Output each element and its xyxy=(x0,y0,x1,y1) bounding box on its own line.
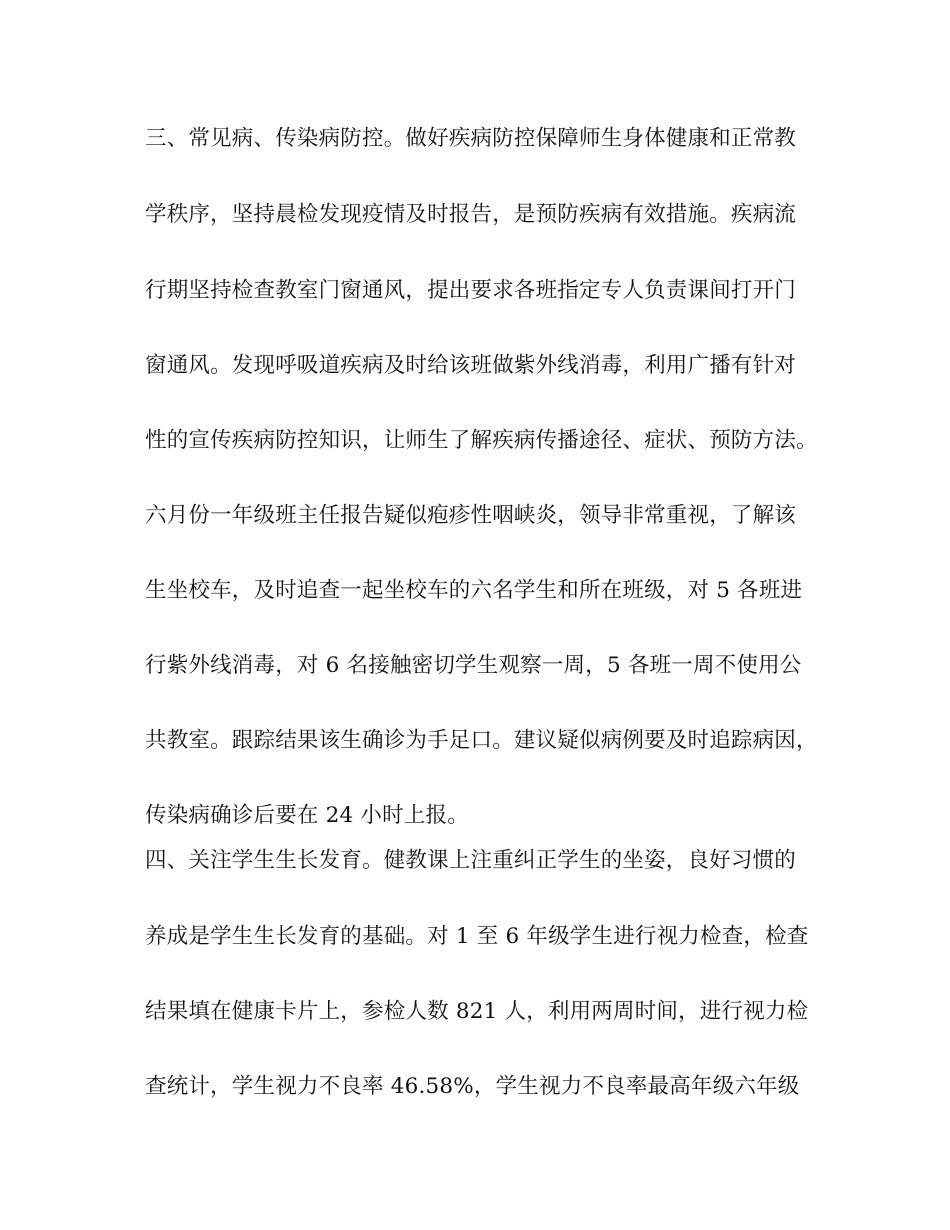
paragraph-line: 结果填在健康卡片上，参检人数 821 人，利用两周时间，进行视力检 xyxy=(145,999,809,1024)
paragraph-line: 传染病确诊后要在 24 小时上报。 xyxy=(145,803,469,828)
paragraph-line: 四、关注学生生长发育。健教课上注重纠正学生的坐姿，良好习惯的 xyxy=(145,848,797,873)
paragraph-line: 行期坚持检查教室门窗通风，提出要求各班指定专人负责课间打开门 xyxy=(145,278,797,303)
paragraph-line: 查统计，学生视力不良率 46.58%，学生视力不良率最高年级六年级 xyxy=(145,1074,800,1099)
paragraph-line: 性的宣传疾病防控知识，让师生了解疾病传播途径、症状、预防方法。 xyxy=(145,428,818,453)
paragraph-line: 三、常见病、传染病防控。做好疾病防控保障师生身体健康和正常教 xyxy=(145,126,797,151)
paragraph-line: 生坐校车，及时追查一起坐校车的六名学生和所在班级，对 5 各班进 xyxy=(145,578,803,603)
paragraph-line: 共教室。跟踪结果该生确诊为手足口。建议疑似病例要及时追踪病因， xyxy=(145,728,818,753)
paragraph-line: 六月份一年级班主任报告疑似疱疹性咽峡炎，领导非常重视，了解该 xyxy=(145,503,797,528)
paragraph-line: 养成是学生生长发育的基础。对 1 至 6 年级学生进行视力检查，检查 xyxy=(145,924,809,949)
paragraph-line: 学秩序，坚持晨检发现疫情及时报告，是预防疾病有效措施。疾病流 xyxy=(145,202,797,227)
paragraph-line: 窗通风。发现呼吸道疾病及时给该班做紫外线消毒，利用广播有针对 xyxy=(145,353,797,378)
paragraph-line: 行紫外线消毒，对 6 名接触密切学生观察一周，5 各班一周不使用公 xyxy=(145,653,802,678)
